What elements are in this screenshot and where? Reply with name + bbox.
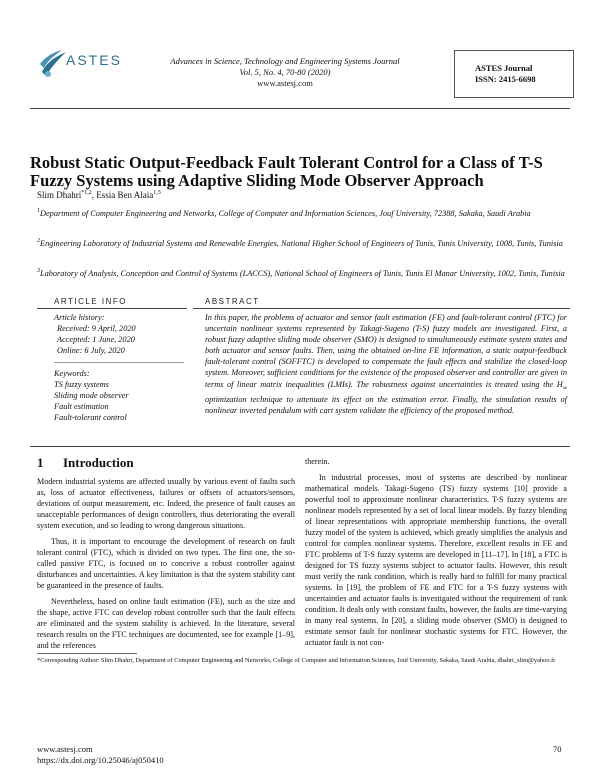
section-heading [37,455,134,471]
abstract-heading: ABSTRACT [205,297,260,306]
author-affiliation-mark: 1,3 [153,190,161,196]
body-paragraph: In industrial processes, most of systems are described by nonlinear mathematical models. Takagi-Sugeno (TS) fuzzy systems [10] provide a powerful tool to approximate nonlinear characteristics. T-S fuzzy systems are nonlinear models represented by a set of local linear models. By fuzzy blending of linear representations with appropriate membership functions, the overall fuzzy model of the system is achieved, which greatly simplifies the analysis and control for complex nonlinear systems. Therefore, excellent results in FE and FTC problems of T-S fuzzy systems are developed in [11–17]. In [18], a FTC is designed for TS fuzzy systems subject to actuator faults. However, this result must verify the rank condition, which is really hard to fulfill for many practical systems. In [19], the problem of FE and FTC for a T-S fuzzy systems with uncertainties and actuator faults is investigated without the requirement of rank condition. It deals only with constant faults, however, the faults are time-varying in many real systems. In [20], a sliding mode observer (SMO) is designed to estimate sensor fault for nonlinear stochastic systems for FTC. However, the actuator fault is not con- [305,473,567,647]
affiliation [37,236,577,249]
keywords-block [54,368,129,423]
abstract-rule [193,308,570,309]
issn-number: ISSN: 2415-6698 [475,74,536,84]
info-divider [54,362,184,363]
body-paragraph: Nevertheless, based on online fault estimation (FE), such as the size and the shape, active FTC can develop robust controller such that the fault effects are eliminated and the system stability is achieved. In the literature, several research results on the FTC techniques are documented, see for example [1–9], and the references [37,597,295,650]
page-number: 70 [553,744,562,754]
journal-website[interactable]: www.astesj.com [257,78,313,88]
article-info-heading: ARTICLE INFO [54,297,127,306]
received-date: Received: 9 April, 2020 [57,324,136,333]
keyword: TS fuzzy systems [54,380,109,389]
abstract-part-a: In this paper, the problems of actuator and sensor fault estimation (FE) and fault-tolerant control (FTC) for uncertain nonlinear systems represented by Takagi-Sugeno (T-S) fuzzy models are investigated. First, a robust fuzzy adaptive sliding mode observer (SMO) is designed to simultaneously estimate system states and both actuator and sensor faults. Then, using the obtained on-line FE information, a static output-feedback fault-tolerant control (SOFFTC) is developed to compensate the fault effects and stabilize the closed-loop system. Moreover, sufficient conditions for the existence of the proposed observer and controller are given in terms of linear matrix inequalities (LMIs). The robustness against uncertainties is treated using the H [205,313,567,389]
affiliation-mark: 1 [37,208,40,214]
abstract-bottom-rule [30,446,570,447]
author-name: Slim Dhahri [37,190,82,200]
affiliation-text: Laboratory of Analysis, Conception and Control of Systems (LACCS), National School of Engineers of Tunis, Tunis El Manar University, 1002, Tunis, Tunisia [40,268,565,278]
paper-title-line1: Robust Static Output-Feedback Fault Tolerant Control for a Class of T-S [30,153,543,172]
article-history [54,312,136,356]
body-column-left [37,476,295,656]
body-paragraph: Modern industrial systems are affected usually by various event of faults such as, loss of actuator effectiveness, failures or offsets of actuators/sensors, deviations of output measurement, etc. Indeed, the presence of fault causes an unacceptable performances of design controllers, thus deteriorating the overall system execution, and so leading to wrong dangerous situations. [37,477,295,530]
corresponding-author-footnote: *Corresponding Author: Slim Dhahri, Department of Computer Engineering and Networks, College of Computer and Information Sciences, Jouf University, Sakaka, Saudi Arabia, dhahri_slim@yahoo.fr [37,657,556,664]
h-infinity-subscript: ∞ [562,385,567,392]
paper-title [30,154,570,190]
journal-name: Advances in Science, Technology and Engineering Systems Journal [170,56,400,66]
body-paragraph: therein. [305,457,330,466]
issn-box [454,50,574,98]
author-affiliation-mark: *1,2 [81,190,92,196]
keyword: Sliding mode observer [54,391,129,400]
history-label: Article history: [54,313,105,322]
online-date: Online: 6 July, 2020 [57,346,125,355]
journal-volume: Vol. 5, No. 4, 70-80 (2020) [239,67,331,77]
keyword: Fault-tolerant control [54,413,127,422]
author-list [37,190,161,200]
affiliation-text: Engineering Laboratory of Industrial Systems and Renewable Energies, National Higher School of Engineers of Tunis, Tunis University, 1008, Tunis, Tunisia [40,238,563,248]
abstract-text [205,312,567,417]
header-divider [30,108,570,109]
footer-doi[interactable]: https://dx.doi.org/10.25046/aj050410 [37,755,164,765]
abstract-part-b: optimization technique to attenuate its effect on the estimation error. Finally, the simulation results of nonlinear inverted pendulum with cart system validate the efficiency of the proposed method. [205,395,567,416]
footer-website[interactable]: www.astesj.com [37,744,93,754]
section-title: Introduction [63,455,134,470]
section-number: 1 [37,455,44,470]
affiliation-mark: 2 [37,238,40,244]
keyword: Fault estimation [54,402,109,411]
body-column-right [305,456,567,653]
affiliation [37,206,577,219]
affiliation [37,266,577,279]
journal-header [140,56,430,89]
page-footer [37,744,164,766]
body-paragraph: Thus, it is important to encourage the development of research on fault tolerant control (FTC), which is divided on two types. The first one, the so-called passive FTC, is focused on to conceive a robust controller against disturbances and uncertainties. A key limitation is that the system stability cant be guaranteed in the presence of faults. [37,537,295,590]
paper-title-line2: Fuzzy Systems using Adaptive Sliding Mode Observer Approach [30,171,484,190]
accepted-date: Accepted: 1 June, 2020 [57,335,135,344]
affiliation-text: Department of Computer Engineering and Networks, College of Computer and Information Sciences, Jouf University, 72388, Sakaka, Saudi Arabia [40,208,531,218]
author-name: , Essia Ben Alaia [91,190,154,200]
issn-box-title: ASTES Journal [475,63,533,73]
footnote-rule [37,653,137,654]
article-info-rule [37,308,187,309]
keywords-label: Keywords: [54,369,90,378]
logo-text: ASTES [66,52,122,68]
affiliation-mark: 3 [37,268,40,274]
